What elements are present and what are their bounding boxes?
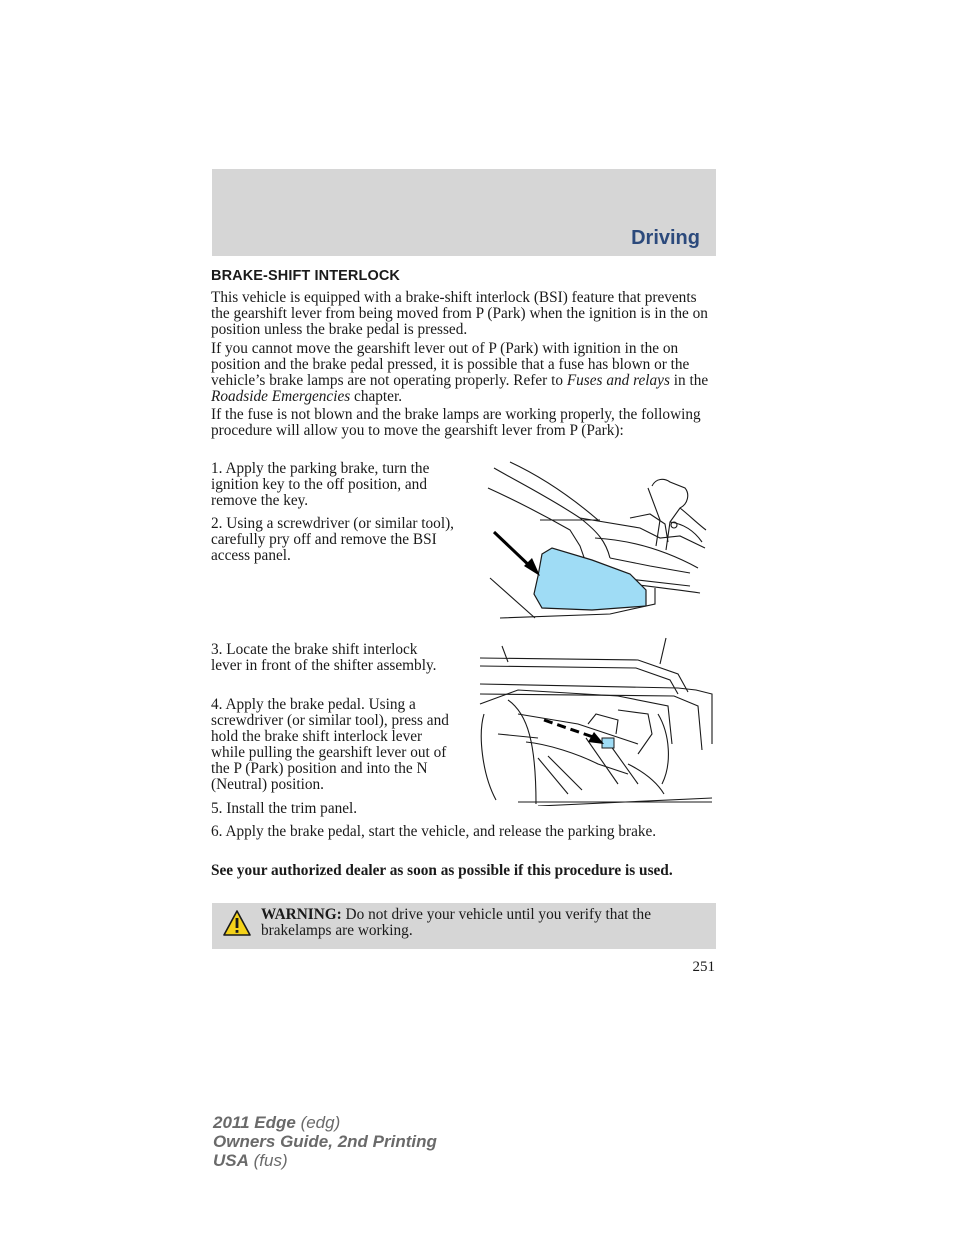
footer-market: USA <box>213 1151 249 1170</box>
paragraph-intro <box>211 290 716 338</box>
paragraph-2-text-c: chapter. <box>350 388 403 405</box>
footer-market-code: (fus) <box>248 1151 288 1170</box>
section-title: Driving <box>631 227 700 249</box>
step-4: 4. Apply the brake pedal. Using a screwdriver (or similar tool), press and hold the brake shift interlock lever while pulling the gearshift lever out of the P (Park) position and into the N (Neutral) position. <box>211 696 449 793</box>
step-3: 3. Locate the brake shift interlock lever in front of the shifter assembly. <box>211 641 437 674</box>
dealer-note: See your authorized dealer as soon as possible if this procedure is used. <box>211 862 673 879</box>
footer-model: 2011 Edge <box>213 1113 296 1132</box>
warning-message: Do not drive your vehicle until you verify that the brakelamps are working. <box>261 906 651 939</box>
step-1: 1. Apply the parking brake, turn the ignition key to the off position, and remove the key. <box>211 460 430 509</box>
arrow-icon <box>524 558 540 576</box>
bsi-access-panel <box>534 548 646 610</box>
page-number: 251 <box>692 959 715 975</box>
step-2: 2. Using a screwdriver (or similar tool), carefully pry off and remove the BSI access panel. <box>211 515 454 564</box>
warning-triangle-icon <box>222 909 252 937</box>
paragraph-fuse <box>211 341 716 405</box>
interlock-lever <box>602 738 614 748</box>
reference-fuses-and-relays: Fuses and relays <box>566 372 670 389</box>
footer-model-code: (edg) <box>295 1113 341 1132</box>
section-heading: BRAKE-SHIFT INTERLOCK <box>211 268 400 284</box>
reference-roadside-emergencies: Roadside Emergencies <box>211 388 351 405</box>
warning-text <box>261 907 701 939</box>
step-5: 5. Install the trim panel. <box>211 800 358 817</box>
paragraph-3: If the fuse is not blown and the brake lamps are working properly, the following procedure will allow you to move the gearshift lever from P (Park): <box>211 406 701 439</box>
paragraph-2-text-b: in the <box>669 372 709 389</box>
step-6: 6. Apply the brake pedal, start the vehicle, and release the parking brake. <box>211 823 657 840</box>
warning-box <box>212 903 716 949</box>
footer-guide: Owners Guide, 2nd Printing <box>213 1132 437 1151</box>
footer-imprint <box>213 1113 437 1170</box>
paragraph-1: This vehicle is equipped with a brake-shift interlock (BSI) feature that prevents the gearshift lever from being moved from P (Park) when the ignition is in the on position unless the brake pedal is pressed. <box>211 289 708 338</box>
interlock-lever-illustration <box>478 634 714 806</box>
warning-label: WARNING: <box>261 906 342 923</box>
section-header-band <box>212 169 716 256</box>
bsi-panel-illustration <box>480 458 710 623</box>
paragraph-procedure-intro <box>211 407 716 439</box>
paragraph-2-text-a: If you cannot move the gearshift lever out of P (Park) with ignition in the on position and the brake pedal pressed, it is possible that a fuse has blown or the vehicle’s brake lamps are not operating properly. Refer to <box>211 340 690 389</box>
